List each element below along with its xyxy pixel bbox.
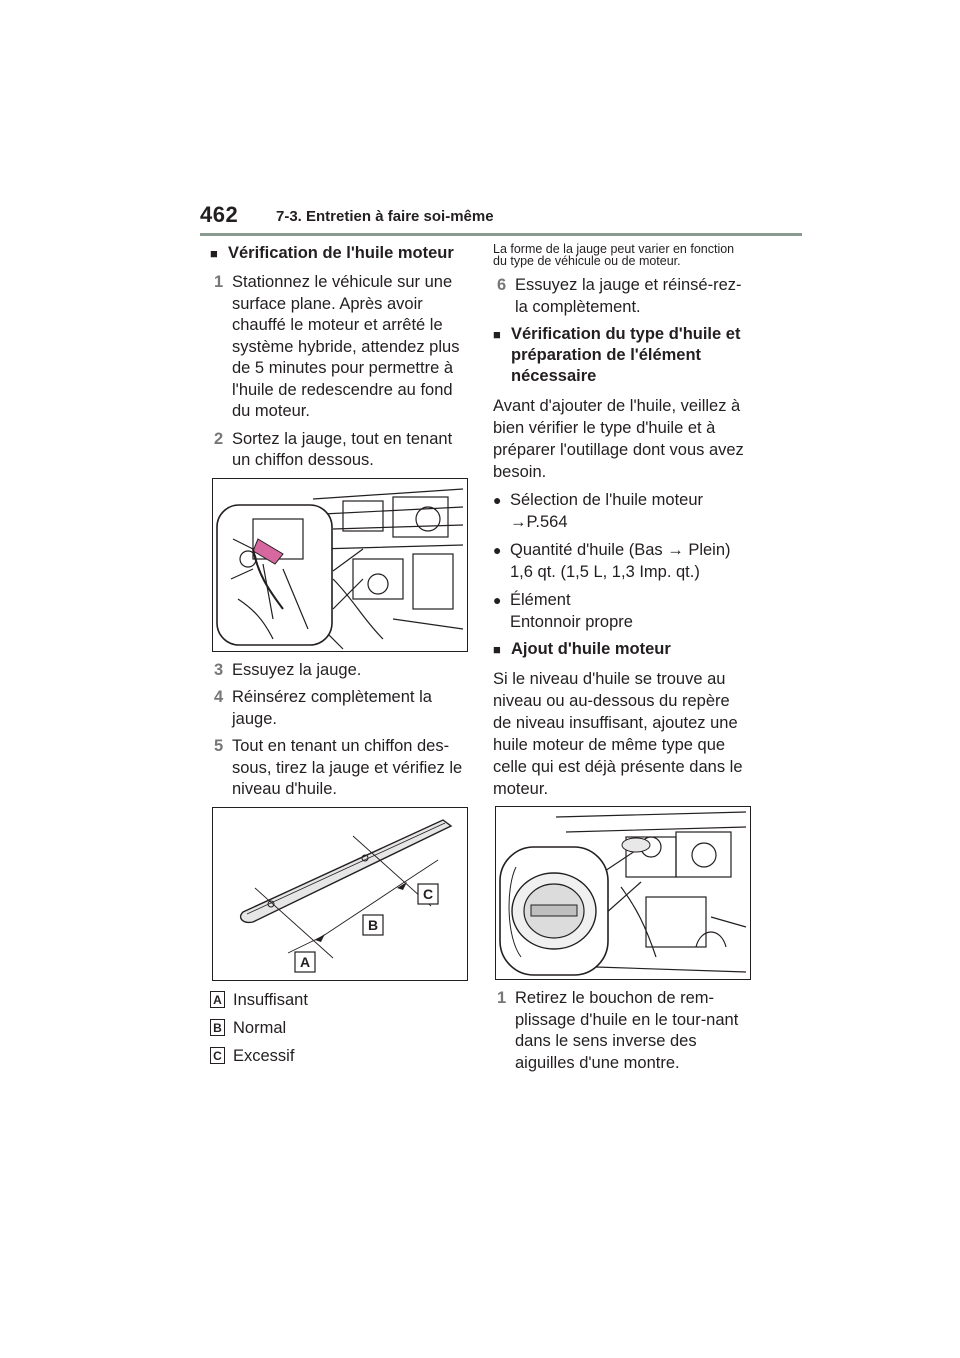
- legend-a: A Insuffisant: [210, 989, 472, 1011]
- square-bullet-icon: ■: [493, 642, 501, 657]
- legend-c: C Excessif: [210, 1045, 472, 1067]
- left-column: [210, 243, 472, 1073]
- step-5: 5 Tout en tenant un chiffon des-sous, tirez la jauge et vérifiez le niveau d'huile.: [214, 737, 463, 798]
- heading-oil-check: ■ Vérification de l'huile moteur: [210, 244, 454, 262]
- engine-dipstick-illustration: [212, 478, 468, 652]
- dipstick-note: La forme de la jauge peut varier en fonction du type de véhicule ou de moteur.: [493, 242, 735, 268]
- right-column: [493, 243, 751, 1080]
- heading-add-oil: ■ Ajout d'huile moteur: [493, 640, 671, 658]
- step-1: 1 Stationnez le véhicule sur une surface plane. Après avoir chauffé le moteur et arrêté le système hybride, attendez plus de 5 minutes pour permettre à l'huile de redescendre au fond du moteur.: [214, 273, 460, 420]
- step-3: 3 Essuyez la jauge.: [214, 660, 362, 679]
- square-bullet-icon: ■: [210, 246, 218, 261]
- add-oil-paragraph: Si le niveau d'huile se trouve au niveau ou au-dessous du repère de niveau insuffisant, ajoutez une huile moteur de même type que celle qui est déjà présente dans le moteur.: [493, 670, 743, 798]
- bullet-oil-selection: ● Sélection de l'huile moteur →P.564: [493, 491, 704, 531]
- add-oil-step-1: 1 Retirez le bouchon de rem-plissage d'huile en le tour-nant dans le sens inverse des aiguilles d'une montre.: [497, 989, 739, 1072]
- step-6: 6 Essuyez la jauge et réinsé-rez-la complètement.: [497, 276, 742, 316]
- heading-oil-type: ■ Vérification du type d'huile et préparation de l'élément nécessaire: [493, 325, 741, 385]
- page-reference-link[interactable]: →P.564: [510, 513, 568, 531]
- legend-b: B Normal: [210, 1017, 472, 1039]
- square-bullet-icon: ■: [493, 327, 501, 342]
- oil-filler-cap-illustration: [495, 806, 751, 980]
- label-c: C: [422, 885, 434, 902]
- bullet-icon: ●: [493, 542, 502, 558]
- dipstick-level-illustration: [212, 807, 468, 981]
- label-a: A: [299, 953, 311, 970]
- header-rule: [200, 233, 802, 236]
- step-2: 2 Sortez la jauge, tout en tenant un chiffon dessous.: [214, 429, 453, 469]
- bullet-oil-quantity: ● Quantité d'huile (Bas → Plein) 1,6 qt. (1,5 L, 1,3 Imp. qt.): [493, 541, 731, 581]
- step-4: 4 Réinsérez complètement la jauge.: [214, 688, 432, 728]
- bullet-icon: ●: [493, 492, 502, 508]
- page-number: 462: [200, 202, 239, 227]
- section-title: 7-3. Entretien à faire soi-même: [276, 208, 494, 225]
- label-b: B: [367, 916, 379, 933]
- bullet-icon: ●: [493, 592, 502, 608]
- oil-type-paragraph: Avant d'ajouter de l'huile, veillez à bien vérifier le type d'huile et à préparer l'outillage dont vous avez besoin.: [493, 397, 744, 481]
- bullet-item: ● Élément Entonnoir propre: [493, 591, 633, 631]
